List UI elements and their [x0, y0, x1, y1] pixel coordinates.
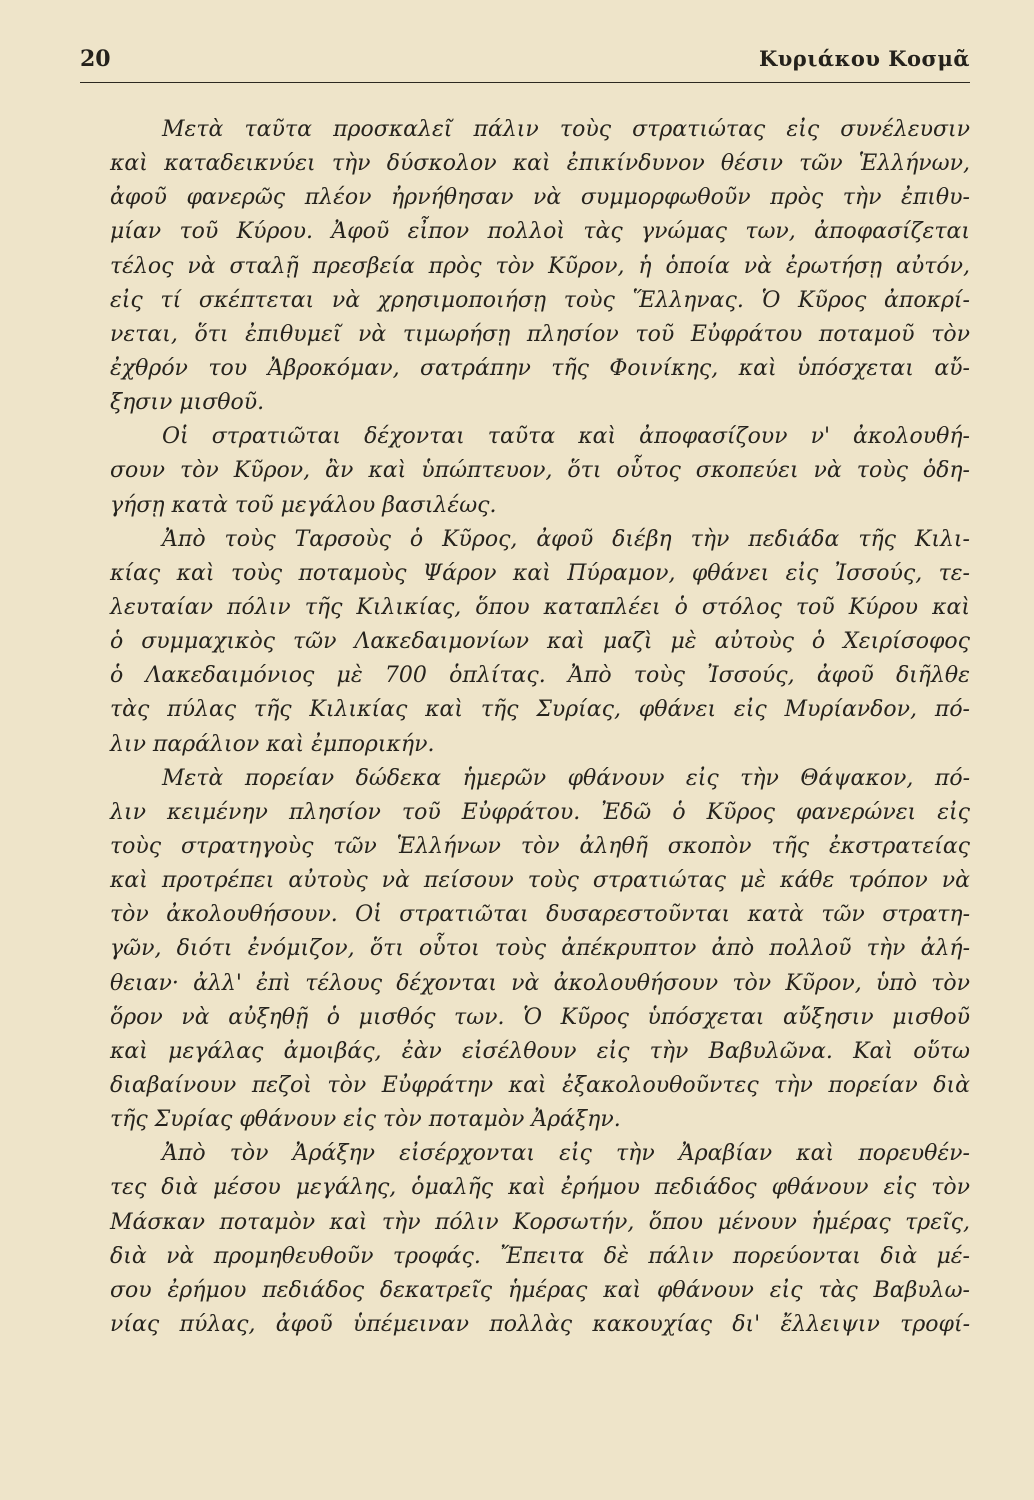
text-line: λευταίαν πόλιν τῆς Κιλικίας, ὅπου καταπλέει ὁ στόλος τοῦ Κύρου καὶ [110, 594, 970, 620]
text-line: τῆς Συρίας φθάνουν εἰς τὸν ποταμὸν Ἀράξην. [110, 1107, 621, 1133]
text-line: τὰς πύλας τῆς Κιλικίας καὶ τῆς Συρίας, φθάνει εἰς Μυρίανδον, πό- [110, 697, 970, 723]
body-text [110, 113, 970, 1342]
running-head: Κυριάκου Κοσμᾶ [758, 46, 970, 71]
text-line: τοὺς στρατηγοὺς τῶν Ἑλλήνων τὸν ἀληθῆ σκοπὸν τῆς ἐκστρατείας [110, 833, 970, 859]
text-line: εἰς τί σκέπτεται νὰ χρησιμοποιήσῃ τοὺς Ἕλληνας. Ὁ Κῦρος ἀποκρί- [110, 287, 970, 313]
text-line: τέλος νὰ σταλῇ πρεσβεία πρὸς τὸν Κῦρον, ἡ ὁποία νὰ ἐρωτήσῃ αὐτόν, [110, 253, 970, 279]
text-line: κίας καὶ τοὺς ποταμοὺς Ψάρον καὶ Πύραμον, φθάνει εἰς Ἰσσούς, τε- [110, 560, 970, 586]
text-line: γήσῃ κατὰ τοῦ μεγάλου βασιλέως. [110, 492, 497, 518]
text-line: σουν τὸν Κῦρον, ἂν καὶ ὑπώπτευον, ὅτι οὗτος σκοπεύει νὰ τοὺς ὁδη- [110, 458, 970, 484]
text-line: ξησιν μισθοῦ. [110, 390, 265, 416]
text-line: Μετὰ ταῦτα προσκαλεῖ πάλιν τοὺς στρατιώτας εἰς συνέλευσιν [162, 117, 970, 142]
text-line: τὸν ἀκολουθήσουν. Οἱ στρατιῶται δυσαρεστοῦνται κατὰ τῶν στρατη- [110, 902, 970, 928]
text-line: Οἱ στρατιῶται δέχονται ταῦτα καὶ ἀποφασίζουν ν' ἀκολουθή- [162, 424, 970, 450]
text-line: ἐχθρόν του Ἀβροκόμαν, σατράπην τῆς Φοινίκης, καὶ ὑπόσχεται αὔ- [110, 355, 970, 381]
page-number: 20 [80, 46, 111, 72]
text-line: Ἀπὸ τὸν Ἀράξην εἰσέρχονται εἰς τὴν Ἀραβίαν καὶ πορευθέν- [162, 1141, 970, 1167]
text-line: ὁ συμμαχικὸς τῶν Λακεδαιμονίων καὶ μαζὶ μὲ αὐτοὺς ὁ Χειρίσοφος [110, 629, 970, 655]
text-line: ὁ Λακεδαιμόνιος μὲ 700 ὁπλίτας. Ἀπὸ τοὺς Ἰσσούς, ἀφοῦ διῆλθε [110, 663, 970, 689]
text-line: λιν κειμένην πλησίον τοῦ Εὐφράτου. Ἐδῶ ὁ Κῦρος φανερώνει εἰς [110, 799, 970, 825]
text-line: Μετὰ πορείαν δώδεκα ἡμερῶν φθάνουν εἰς τὴν Θάψακον, πό- [162, 765, 970, 791]
text-line: καὶ καταδεικνύει τὴν δύσκολον καὶ ἐπικίνδυνον θέσιν τῶν Ἑλλήνων, [110, 151, 970, 177]
text-line: καὶ προτρέπει αὐτοὺς νὰ πείσουν τοὺς στρατιώτας μὲ κάθε τρόπον νὰ [110, 868, 970, 894]
text-line: νίας πύλας, ἀφοῦ ὑπέμειναν πολλὰς κακουχίας δι' ἔλλειψιν τροφί- [110, 1311, 970, 1337]
text-line: διαβαίνουν πεζοὶ τὸν Εὐφράτην καὶ ἐξακολουθοῦντες τὴν πορείαν διὰ [110, 1072, 970, 1098]
text-line: ὅρον νὰ αὐξηθῇ ὁ μισθός των. Ὁ Κῦρος ὑπόσχεται αὔξησιν μισθοῦ [110, 1004, 970, 1030]
text-line: γῶν, διότι ἐνόμιζον, ὅτι οὗτοι τοὺς ἀπέκρυπτον ἀπὸ πολλοῦ τὴν ἀλή- [110, 936, 970, 962]
text-line: διὰ νὰ προμηθευθοῦν τροφάς. Ἔπειτα δὲ πάλιν πορεύονται διὰ μέ- [110, 1243, 970, 1269]
page-header [80, 40, 970, 83]
text-line: ἀφοῦ φανερῶς πλέον ἠρνήθησαν νὰ συμμορφωθοῦν πρὸς τὴν ἐπιθυ- [110, 185, 970, 211]
text-line: τες διὰ μέσου μεγάλης, ὁμαλῆς καὶ ἐρήμου πεδιάδος φθάνουν εἰς τὸν [110, 1175, 970, 1201]
text-line: νεται, ὅτι ἐπιθυμεῖ νὰ τιμωρήσῃ πλησίον τοῦ Εὐφράτου ποταμοῦ τὸν [110, 321, 970, 347]
text-line: καὶ μεγάλας ἀμοιβάς, ἐὰν εἰσέλθουν εἰς τὴν Βαβυλῶνα. Καὶ οὕτω [110, 1038, 970, 1064]
text-line: μίαν τοῦ Κύρου. Ἀφοῦ εἶπον πολλοὶ τὰς γνώμας των, ἀποφασίζεται [110, 219, 970, 245]
text-line: Ἀπὸ τοὺς Ταρσοὺς ὁ Κῦρος, ἀφοῦ διέβη τὴν πεδιάδα τῆς Κιλι- [162, 526, 970, 552]
text-line: Μάσκαν ποταμὸν καὶ τὴν πόλιν Κορσωτήν, ὅπου μένουν ἡμέρας τρεῖς, [110, 1209, 970, 1235]
text-line: λιν παράλιον καὶ ἐμπορικήν. [110, 731, 435, 757]
text-line: θειαν· ἀλλ' ἐπὶ τέλους δέχονται νὰ ἀκολουθήσουν τὸν Κῦρον, ὑπὸ τὸν [110, 970, 970, 996]
text-line: σου ἐρήμου πεδιάδος δεκατρεῖς ἡμέρας καὶ φθάνουν εἰς τὰς Βαβυλω- [110, 1277, 970, 1303]
